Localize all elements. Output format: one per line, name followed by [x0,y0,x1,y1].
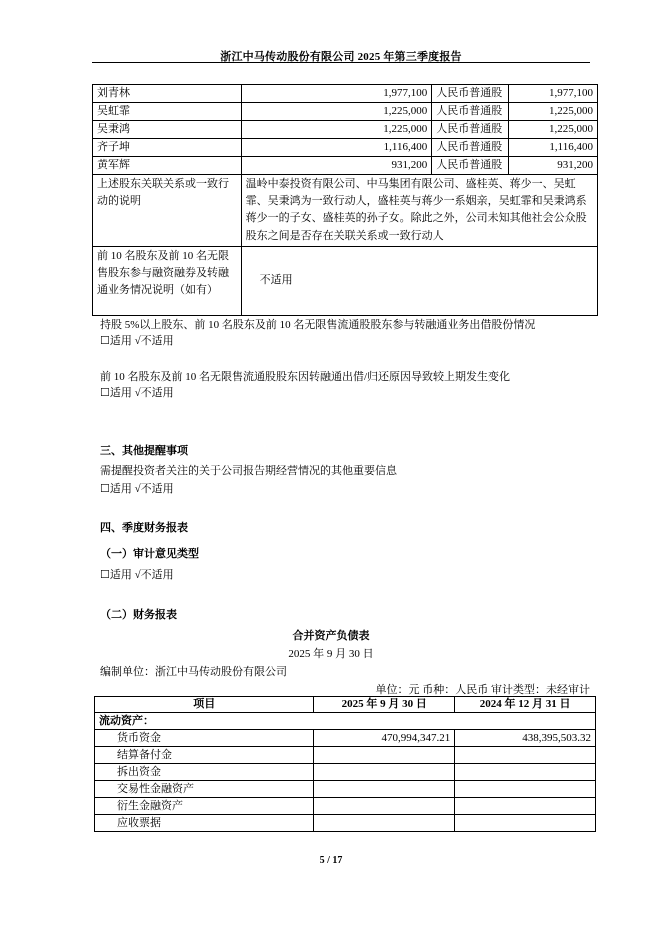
share-type: 人民币普通股 [432,139,509,157]
shares-held: 1,977,100 [241,85,432,103]
current-value: 470,994,347.21 [314,730,455,747]
item-label: 货币资金 [95,730,314,747]
share-type: 人民币普通股 [432,157,509,175]
balance-sheet-title: 合并资产负债表 [292,630,370,642]
shareholder-table [92,84,598,316]
table-row [93,85,598,103]
lending-title: 持股 5%以上股东、前 10 名股东及前 10 名无限售流通股股东参与转融通业务出借股份情况 [100,319,536,331]
shareholder-name: 齐子坤 [93,139,242,157]
previous-value [455,815,596,832]
share-type: 人民币普通股 [432,85,509,103]
shares-held: 1,116,400 [241,139,432,157]
shareholder-name: 吴秉鸿 [93,121,242,139]
page-header: 浙江中马传动股份有限公司 2025 年第三季度报告 [220,51,462,63]
item-label: 衍生金融资产 [95,798,314,815]
relation-label: 上述股东关联关系或一致行动的说明 [93,175,242,247]
shareholder-name: 吴虹霏 [93,103,242,121]
share-count: 1,977,100 [509,85,598,103]
section-four-heading: 四、季度财务报表 [100,522,188,534]
table-row [95,798,596,815]
table-row [95,764,596,781]
section-three-text: 需提醒投资者关注的关于公司报告期经营情况的其他重要信息 [100,465,397,477]
table-row [93,121,598,139]
table-row [93,246,598,315]
statements-heading: （二）财务报表 [100,609,177,621]
change-title: 前 10 名股东及前 10 名无限售流通股股东因转融通出借/归还原因导致较上期发生变化 [100,371,511,383]
column-header: 2024 年 12 月 31 日 [455,697,596,713]
current-value [314,764,455,781]
audit-options: ☐适用 √不适用 [100,569,174,581]
page-number: 5 / 17 [319,855,343,866]
item-label: 结算备付金 [95,747,314,764]
item-label: 拆出资金 [95,764,314,781]
previous-value [455,781,596,798]
table-row [95,730,596,747]
current-value [314,781,455,798]
shareholder-name: 黄军辉 [93,157,242,175]
share-type: 人民币普通股 [432,121,509,139]
relation-text: 温岭中泰投资有限公司、中马集团有限公司、盛桂英、蒋少一、吴虹霏、吴秉鸿为一致行动人，盛桂英与蒋少一系姻亲，吴虹霏和吴秉鸿系蒋少一的子女、盛桂英的孙子女。除此之外，公司未知其他社会公众股股东之间是否存在关联关系或一致行动人 [241,175,597,247]
section-three-heading: 三、其他提醒事项 [100,445,188,457]
preparer: 编制单位：浙江中马传动股份有限公司 [100,666,287,678]
shares-held: 1,225,000 [241,103,432,121]
previous-value [455,764,596,781]
share-count: 1,116,400 [509,139,598,157]
section-three-options: ☐适用 √不适用 [100,483,174,495]
balance-sheet-table [94,696,596,832]
table-row [93,103,598,121]
shares-held: 931,200 [241,157,432,175]
change-options: ☐适用 √不适用 [100,387,174,399]
table-row [95,781,596,798]
previous-value: 438,395,503.32 [455,730,596,747]
item-label: 交易性金融资产 [95,781,314,798]
table-row [93,157,598,175]
balance-sheet-date: 2025 年 9 月 30 日 [288,648,374,660]
current-value [314,815,455,832]
lending-options: ☐适用 √不适用 [100,335,174,347]
unit-line: 单位：元 币种：人民币 审计类型：未经审计 [375,684,590,696]
margin-value: 不适用 [241,246,597,315]
table-header-row [95,697,596,713]
table-row [93,175,598,247]
table-row [95,815,596,832]
section-label: 流动资产： [95,713,596,730]
previous-value [455,747,596,764]
share-count: 1,225,000 [509,121,598,139]
shareholder-name: 刘青林 [93,85,242,103]
current-value [314,798,455,815]
item-label: 应收票据 [95,815,314,832]
shares-held: 1,225,000 [241,121,432,139]
column-header: 项目 [95,697,314,713]
current-value [314,747,455,764]
table-row [93,139,598,157]
table-row [95,747,596,764]
margin-label: 前 10 名股东及前 10 名无限售股东参与融资融券及转融通业务情况说明（如有） [93,246,242,315]
audit-heading: （一）审计意见类型 [100,548,199,560]
share-count: 931,200 [509,157,598,175]
column-header: 2025 年 9 月 30 日 [314,697,455,713]
header-rule [92,62,590,63]
share-count: 1,225,000 [509,103,598,121]
previous-value [455,798,596,815]
share-type: 人民币普通股 [432,103,509,121]
section-row [95,713,596,730]
